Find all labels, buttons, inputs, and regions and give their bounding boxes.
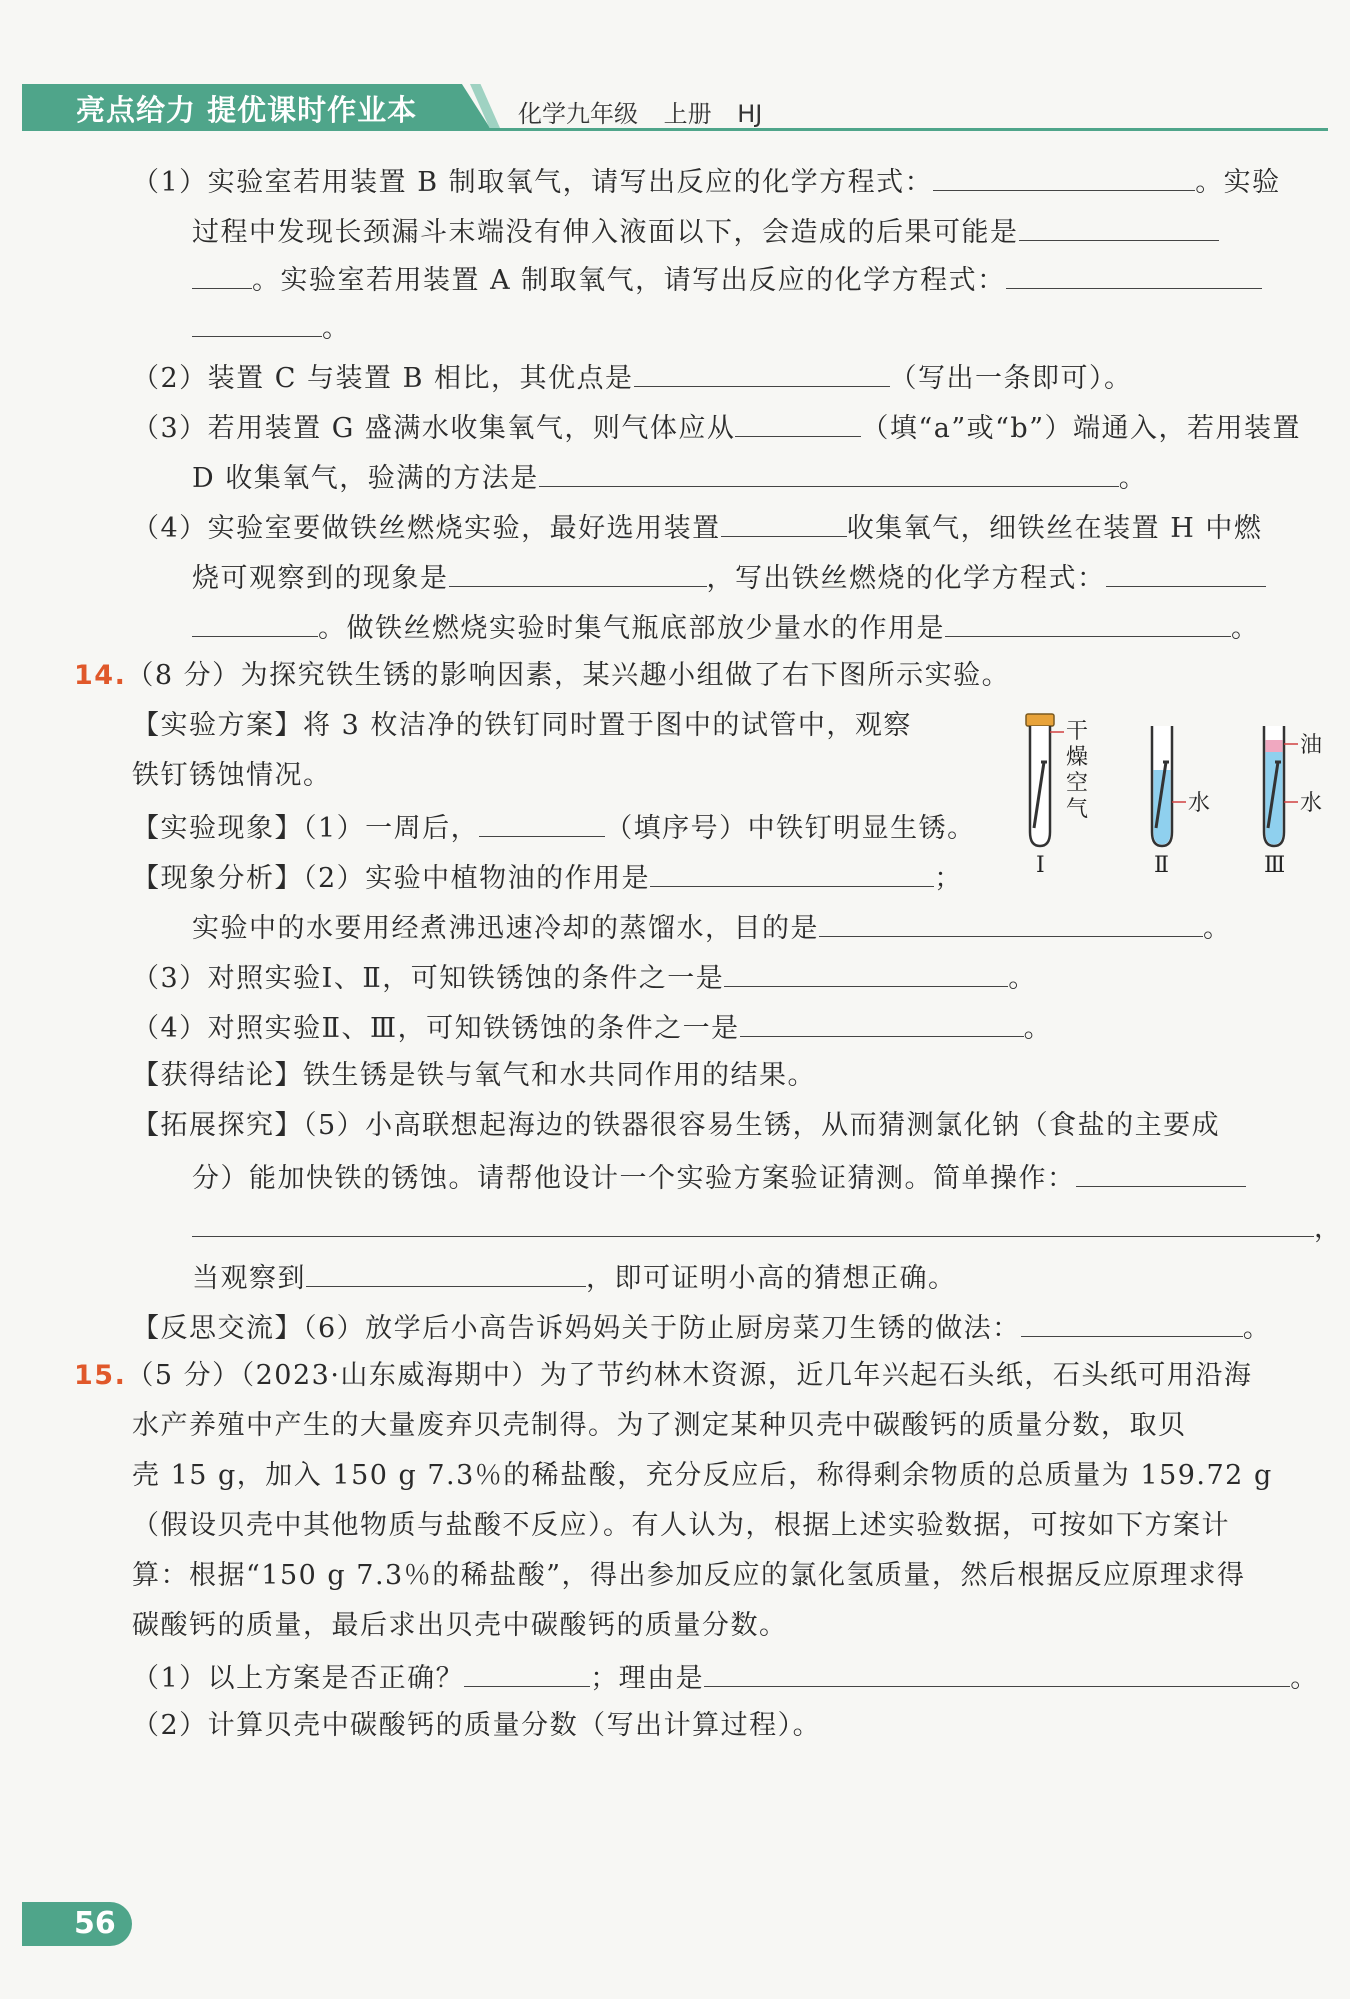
tube-3-water-label: 水 — [1300, 791, 1323, 816]
answer-blank[interactable] — [1076, 1156, 1246, 1187]
header-rule — [22, 128, 1328, 131]
test-tube-figure — [1008, 706, 1328, 876]
q14-extension-line3-end: ， — [1314, 1213, 1343, 1244]
header-subject: 化学九年级 上册 HJ — [518, 100, 763, 128]
answer-blank[interactable] — [704, 1656, 1290, 1687]
tube-1-label-char-2: 燥 — [1066, 745, 1089, 770]
q15-line3: 壳 15 g，加入 150 g 7.3％的稀盐酸，充分反应后，称得剩余物质的总质量为 159.72 g — [132, 1460, 1273, 1491]
answer-blank[interactable] — [819, 906, 1203, 937]
q13-part1-line4 — [192, 306, 351, 349]
q14-phenomenon — [132, 806, 976, 849]
answer-blank[interactable] — [945, 606, 1231, 637]
q14-analysis-text: 【现象分析】（2）实验中植物油的作用是 — [132, 863, 651, 894]
q13-part1-line2-text: 过程中发现长颈漏斗末端没有伸入液面以下，会造成的后果可能是 — [192, 217, 1019, 248]
q13-part3-line2-text: D 收集氧气，验满的方法是 — [192, 463, 539, 494]
answer-blank[interactable] — [650, 856, 934, 887]
tube-3 — [1264, 726, 1322, 876]
q14-part3-end: 。 — [1008, 963, 1037, 994]
q14-extension-line1: 【拓展探究】（5）小高联想起海边的铁器很容易生锈，从而猜测氯化钠（食盐的主要成 — [132, 1110, 1221, 1141]
q14-phenomenon-hint: （填序号）中铁钉明显生锈。 — [605, 813, 976, 844]
page-number: 56 — [74, 1906, 116, 1941]
q14-extension-line4-text2: ，即可证明小高的猜想正确。 — [586, 1263, 957, 1294]
q14-analysis-line1 — [132, 856, 963, 899]
q13-part4-line2-text2: ，写出铁丝燃烧的化学方程式： — [706, 563, 1106, 594]
q14-extension-line2-text: 分）能加快铁的锈蚀。请帮他设计一个实验方案验证猜测。简单操作： — [192, 1163, 1076, 1194]
q14-phenomenon-text: 【实验现象】（1）一周后， — [132, 813, 480, 844]
answer-blank[interactable] — [192, 306, 322, 337]
tube-1-label-char-3: 空 — [1066, 771, 1089, 796]
q13-part3-line1 — [132, 406, 1301, 449]
q15-number: 15. — [74, 1360, 127, 1391]
q14-extension-line4 — [192, 1256, 957, 1299]
q13-part1-line1 — [132, 160, 1281, 203]
q13-part1-line4-end: 。 — [322, 313, 351, 344]
q13-part3-line2 — [192, 456, 1147, 499]
answer-blank[interactable] — [1021, 1306, 1243, 1337]
q13-part3-text: （3）若用装置 G 盛满水收集氧气，则气体应从 — [132, 413, 736, 444]
q14-analysis-line2-text: 实验中的水要用经煮沸迅速冷却的蒸馏水，目的是 — [192, 913, 819, 944]
q13-part4-line1 — [132, 506, 1262, 549]
tube-2-label: 水 — [1188, 791, 1211, 816]
answer-blank[interactable] — [192, 606, 318, 637]
q14-conclusion: 【获得结论】铁生锈是铁与氧气和水共同作用的结果。 — [132, 1060, 816, 1091]
q14-reflection-end: 。 — [1242, 1313, 1272, 1344]
answer-blank[interactable] — [192, 1206, 1314, 1237]
q13-part4-line2-text: 烧可观察到的现象是 — [192, 563, 449, 594]
q14-intro-text: （8 分）为探究铁生锈的影响因素，某兴趣小组做了右下图所示实验。 — [126, 660, 1011, 691]
answer-blank[interactable] — [933, 160, 1195, 191]
tube-1-label-char-4: 气 — [1066, 797, 1089, 822]
answer-blank[interactable] — [449, 556, 707, 587]
answer-blank[interactable] — [464, 1656, 590, 1687]
q14-reflection — [132, 1306, 1271, 1349]
answer-blank[interactable] — [735, 406, 861, 437]
q15-line5: 算：根据“150 g 7.3％的稀盐酸”，得出参加反应的氯化氢质量，然后根据反应原理求得 — [132, 1560, 1246, 1591]
header-title: 亮点给力 提优课时作业本 — [76, 93, 418, 127]
q14-reflection-text: 【反思交流】（6）放学后小高告诉妈妈关于防止厨房菜刀生锈的做法： — [132, 1313, 1021, 1344]
answer-blank[interactable] — [1019, 210, 1219, 241]
tube-1-label-char-1: 干 — [1066, 719, 1089, 744]
q14-part4-end: 。 — [1023, 1013, 1053, 1044]
answer-blank[interactable] — [192, 258, 252, 289]
answer-blank[interactable] — [306, 1256, 586, 1287]
answer-blank[interactable] — [721, 506, 847, 537]
q15-part2: （2）计算贝壳中碳酸钙的质量分数（写出计算过程）。 — [132, 1710, 822, 1741]
q14-analysis-line2 — [192, 906, 1232, 949]
answer-blank[interactable] — [740, 1006, 1024, 1037]
q15-part1-text2: ；理由是 — [590, 1663, 705, 1694]
q13-part1-line3-text: 。实验室若用装置 A 制取氧气，请写出反应的化学方程式： — [252, 265, 1006, 296]
q14-number: 14. — [74, 660, 127, 691]
q14-plan-line1: 【实验方案】将 3 枚洁净的铁钉同时置于图中的试管中，观察 — [132, 710, 912, 741]
q13-part1-end: 。实验 — [1195, 167, 1281, 198]
q13-part4-line2 — [192, 556, 1266, 599]
q13-part4-line3-end: 。 — [1231, 613, 1260, 644]
tube-2-roman: Ⅱ — [1154, 853, 1169, 876]
answer-blank[interactable] — [479, 806, 605, 837]
q15-part1 — [132, 1656, 1319, 1699]
q15-part1-end: 。 — [1290, 1663, 1319, 1694]
q13-part4-line3 — [192, 606, 1260, 649]
q13-part1-text: （1）实验室若用装置 B 制取氧气，请写出反应的化学方程式： — [132, 167, 934, 198]
answer-blank[interactable] — [1106, 556, 1266, 587]
test-tube-diagram — [1008, 706, 1328, 876]
q14-extension-line4-text: 当观察到 — [192, 1263, 306, 1294]
q15-part1-text: （1）以上方案是否正确？ — [132, 1663, 465, 1694]
q13-part2 — [132, 356, 1133, 399]
q15-line4: （假设贝壳中其他物质与盐酸不反应）。有人认为，根据上述实验数据，可按如下方案计 — [132, 1510, 1230, 1541]
q13-part2-text: （2）装置 C 与装置 B 相比，其优点是 — [132, 363, 634, 394]
q13-part3-hint: （填“a”或“b”）端通入，若用装置 — [861, 413, 1302, 444]
q13-part4-text2: 收集氧气，细铁丝在装置 H 中燃 — [846, 513, 1263, 544]
q14-analysis-line2-end: 。 — [1203, 913, 1232, 944]
q14-part3 — [132, 956, 1037, 999]
q14-part4 — [132, 1006, 1052, 1049]
tube-3-oil-label: 油 — [1300, 733, 1323, 758]
q14-analysis-end: ； — [934, 863, 963, 894]
q13-part1-line3 — [192, 258, 1262, 301]
tube-1-roman: Ⅰ — [1036, 853, 1045, 876]
q13-part1-line2 — [192, 210, 1219, 253]
q14-plan-line2: 铁钉锈蚀情况。 — [132, 760, 332, 791]
q14-part3-text: （3）对照实验Ⅰ、Ⅱ，可知铁锈蚀的条件之一是 — [132, 963, 725, 994]
tube-2 — [1152, 726, 1210, 876]
answer-blank[interactable] — [724, 956, 1008, 987]
q13-part3-line2-end: 。 — [1118, 463, 1148, 494]
q13-part2-hint: （写出一条即可）。 — [889, 363, 1133, 394]
answer-blank[interactable] — [1006, 258, 1262, 289]
q15-line2: 水产养殖中产生的大量废弃贝壳制得。为了测定某种贝壳中碳酸钙的质量分数，取贝 — [132, 1410, 1187, 1441]
q15-line6: 碳酸钙的质量，最后求出贝壳中碳酸钙的质量分数。 — [132, 1610, 788, 1641]
tube-3-roman: Ⅲ — [1264, 853, 1286, 876]
tube-1 — [1026, 714, 1088, 876]
q14-part4-text: （4）对照实验Ⅱ、Ⅲ，可知铁锈蚀的条件之一是 — [132, 1013, 740, 1044]
q15-line1 — [74, 1356, 1252, 1396]
answer-blank[interactable] — [539, 456, 1119, 487]
q14-extension-line3 — [192, 1206, 1343, 1249]
q15-line1-text: （5 分）（2023·山东威海期中）为了节约林木资源，近几年兴起石头纸，石头纸可用沿海 — [126, 1360, 1253, 1391]
q14-intro — [74, 656, 1010, 696]
q13-part4-line3-text: 。做铁丝燃烧实验时集气瓶底部放少量水的作用是 — [318, 613, 945, 644]
q14-extension-line2 — [192, 1156, 1246, 1199]
answer-blank[interactable] — [634, 356, 890, 387]
q13-part4-text: （4）实验室要做铁丝燃烧实验，最好选用装置 — [132, 513, 721, 544]
